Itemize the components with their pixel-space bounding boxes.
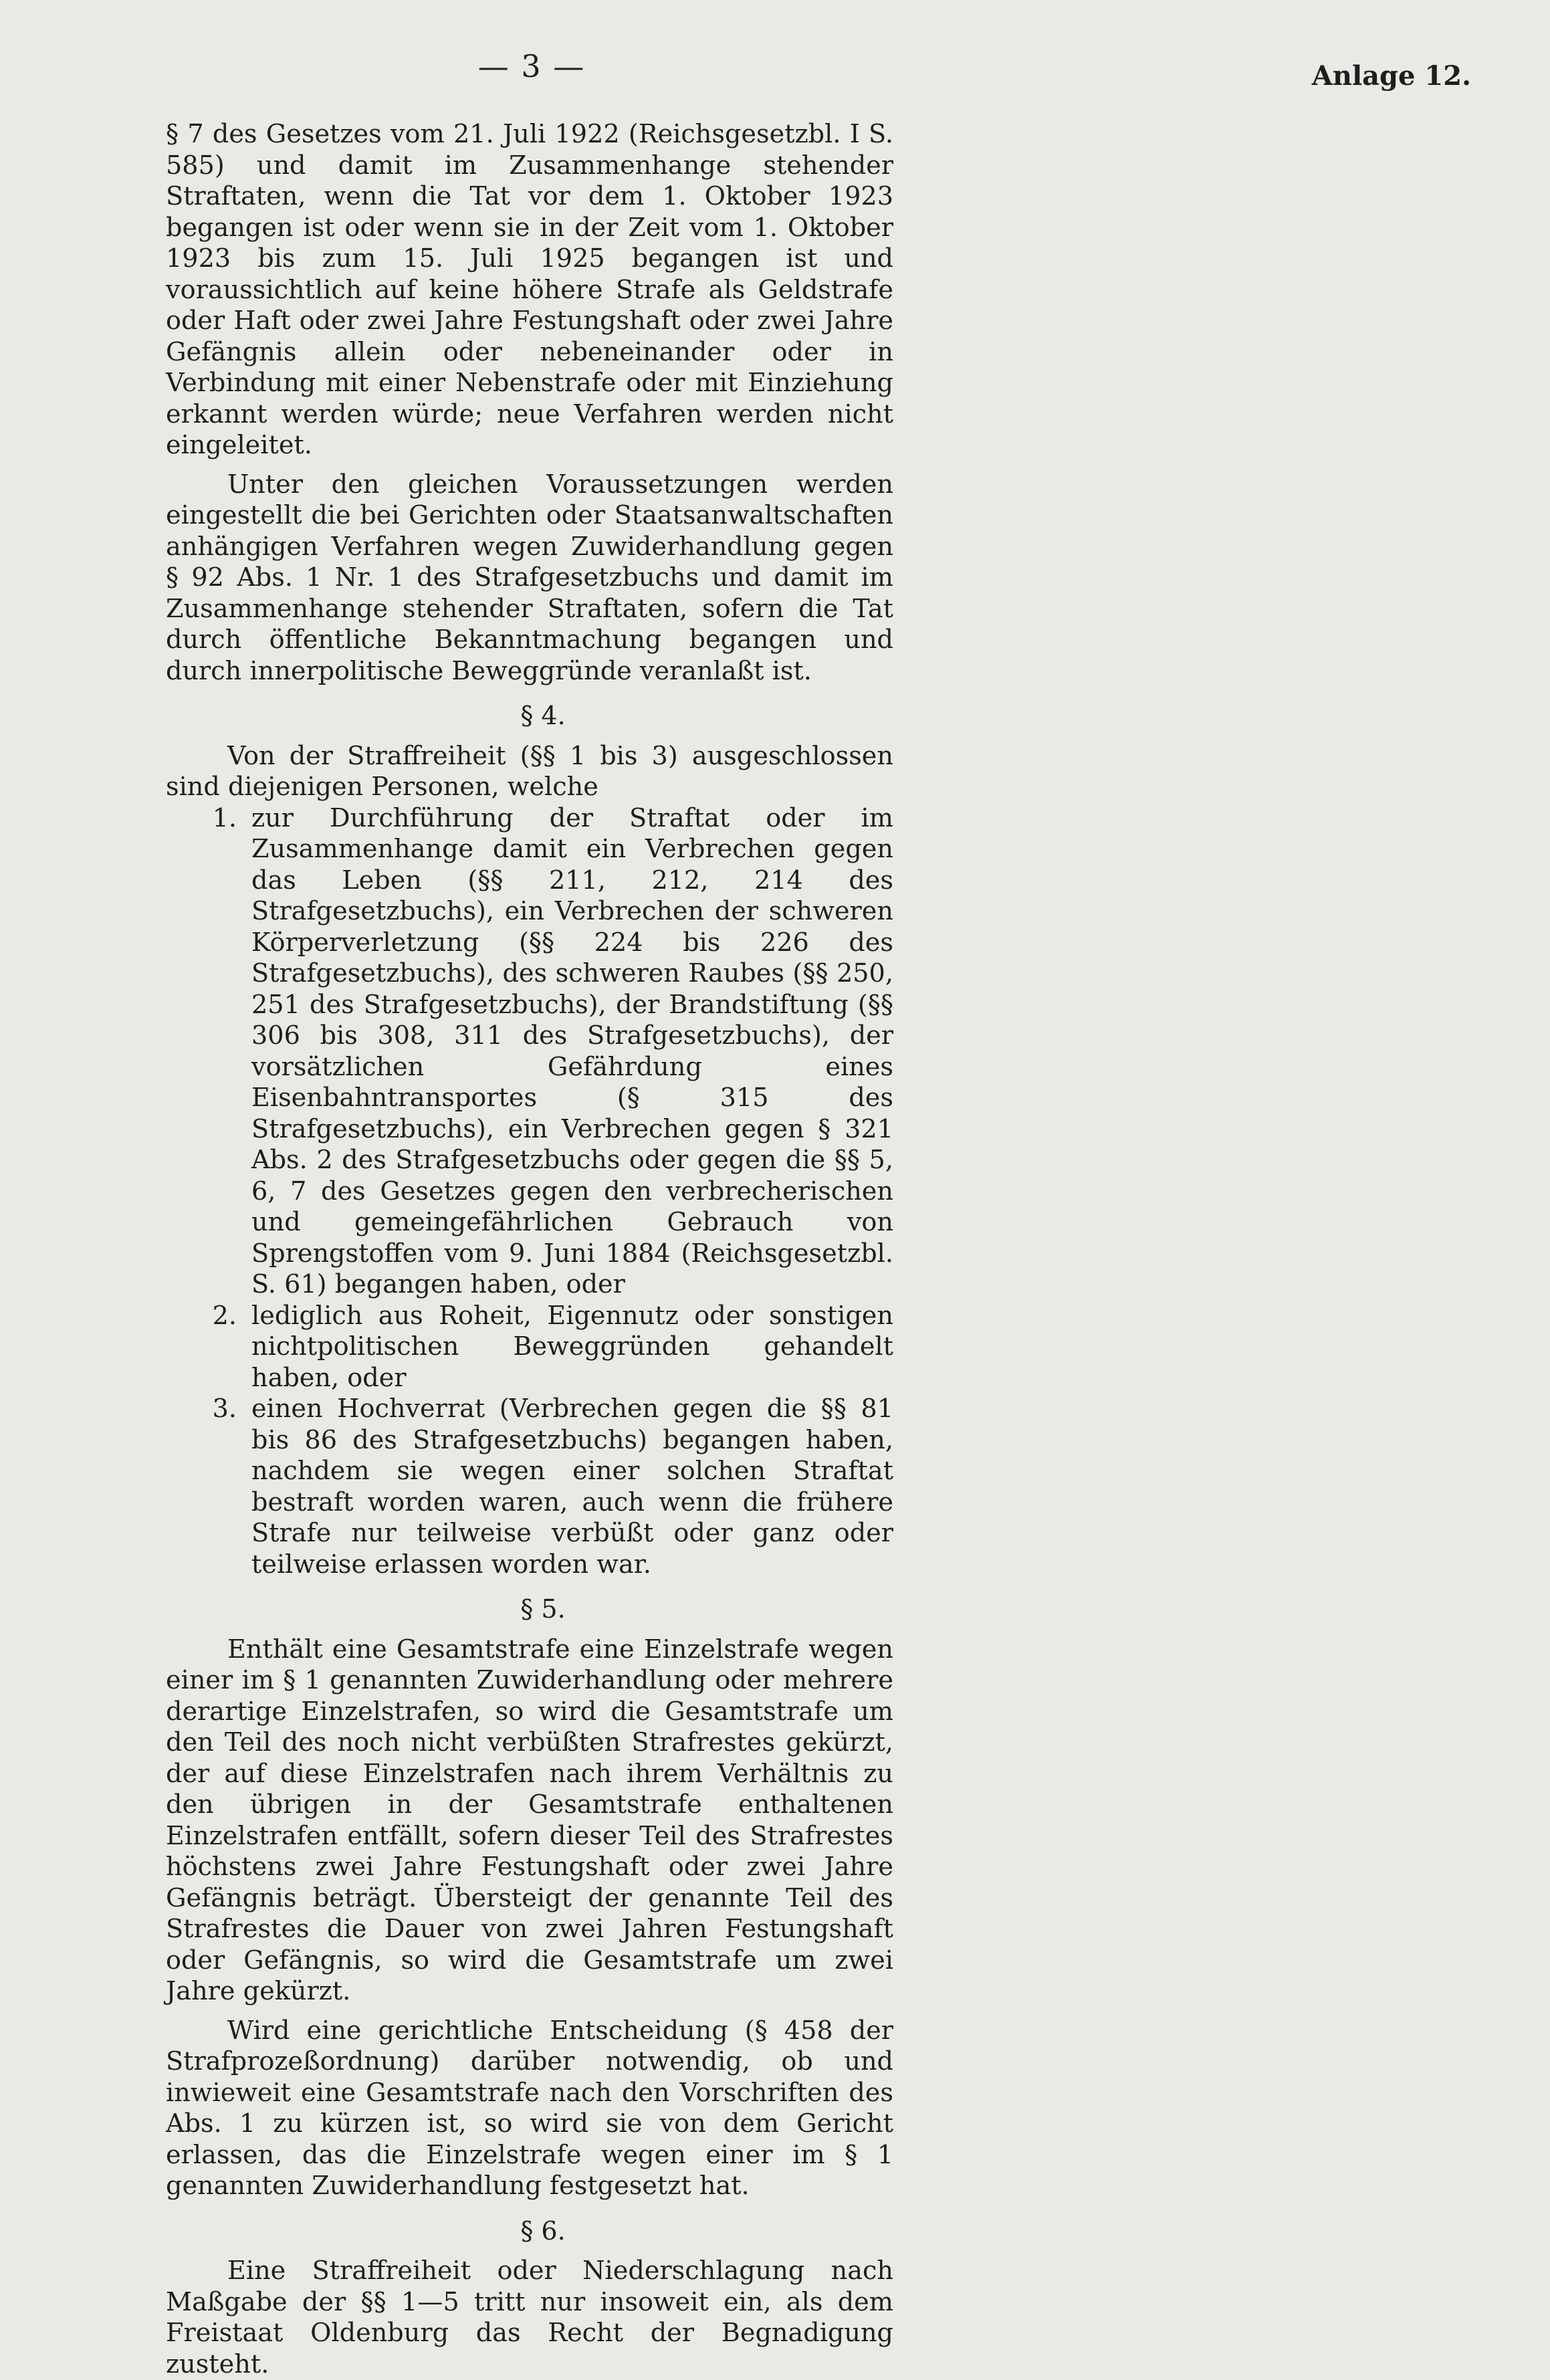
text-column: [166, 119, 893, 2380]
paragraph: Unter den gleichen Voraussetzungen werden eingestellt die bei Gerichten oder Staatsanwaltschaften anhängigen Verfahren wegen Zuwiderhandlung gegen § 92 Abs. 1 Nr. 1 des Strafgesetzbuchs und damit im Zusammenhange stehender Straftaten, sofern die Tat durch öffentliche Bekanntmachung begangen und durch innerpolitische Beweggründe veranlaßt ist.: [166, 469, 893, 686]
section-heading-4: § 4.: [520, 701, 566, 730]
list-item: [166, 1394, 893, 1580]
continuation-paragraph: § 7 des Gesetzes vom 21. Juli 1922 (Reichsgesetzbl. I S. 585) und damit im Zusammenhange stehender Straftaten, wenn die Tat vor dem 1. Oktober 1923 begangen ist oder wenn sie in der Zeit vom 1. Oktober 1923 bis zum 15. Juli 1925 begangen ist und voraussichtlich auf keine höhere Strafe als Geldstrafe oder Haft oder zwei Jahre Festungshaft oder zwei Jahre Gefängnis allein oder nebeneinander oder in Verbindung mit einer Nebenstrafe oder mit Einziehung erkannt werden würde; neue Verfahren werden nicht eingeleitet.: [166, 120, 893, 460]
list-item-number: 3.: [212, 1394, 237, 1424]
list-item-text: zur Durchführung der Straftat oder im Zusammenhange damit ein Verbrechen gegen das Leben (§§ 211, 212, 214 des Strafgesetzbuchs), ein Verbrechen der schweren Körperverletzung (§§ 224 bis 226 des Strafgesetzbuchs), des schweren Raubes (§§ 250, 251 des Strafgesetzbuchs), der Brandstiftung (§§ 306 bis 308, 311 des Strafgesetzbuchs), der vorsätzlichen Gefährdung eines Eisenbahntransportes (§ 315 des Strafgesetzbuchs), ein Verbrechen gegen § 321 Abs. 2 des Strafgesetzbuchs oder gegen die §§ 5, 6, 7 des Gesetzes gegen den verbrecherischen und gemeingefährlichen Gebrauch von Sprengstoffen vom 9. Juni 1884 (Reichsgesetzbl. S. 61) begangen haben, oder: [251, 803, 893, 1299]
annex-label: Anlage 12.: [1311, 60, 1471, 92]
exclusion-list: [166, 803, 893, 1581]
section-4-intro: Von der Straffreiheit (§§ 1 bis 3) ausgeschlossen sind diejenigen Personen, welche: [166, 741, 893, 802]
paragraph: Wird eine gerichtliche Entscheidung (§ 458 der Strafprozeßordnung) darüber notwendig, ob und inwieweit eine Gesamtstrafe nach den Vorschriften des Abs. 1 zu kürzen ist, so wird sie von dem Gericht erlassen, das die Einzelstrafe wegen einer im § 1 genannten Zuwiderhandlung festgesetzt hat.: [166, 2016, 893, 2201]
page-number: — 3 —: [477, 48, 586, 84]
list-item: [166, 803, 893, 1301]
list-item-number: 1.: [212, 803, 237, 833]
list-item-text: einen Hochverrat (Verbrechen gegen die §§ 81 bis 86 des Strafgesetzbuchs) begangen haben, nachdem sie wegen einer solchen Straftat bestraft worden waren, auch wenn die frühere Strafe nur teilweise verbüßt oder ganz oder teilweise erlassen worden war.: [251, 1394, 893, 1580]
list-item-number: 2.: [212, 1301, 237, 1331]
paragraph: Eine Straffreiheit oder Niederschlagung nach Maßgabe der §§ 1—5 tritt nur insoweit ein, als dem Freistaat Oldenburg das Recht der Begnadigung zusteht.: [166, 2256, 893, 2379]
section-heading-5: § 5.: [520, 1594, 566, 1624]
list-item: [166, 1301, 893, 1394]
list-item-text: lediglich aus Roheit, Eigennutz oder sonstigen nichtpolitischen Beweggründen gehandelt haben, oder: [251, 1301, 893, 1393]
section-heading-6: § 6.: [520, 2215, 566, 2246]
paragraph: Enthält eine Gesamtstrafe eine Einzelstrafe wegen einer im § 1 genannten Zuwiderhandlung oder mehrere derartige Einzelstrafen, so wird die Gesamtstrafe um den Teil des noch nicht verbüßten Strafrestes gekürzt, der auf diese Einzelstrafen nach ihrem Verhältnis zu den übrigen in der Gesamtstrafe enthaltenen Einzelstrafen entfällt, sofern dieser Teil des Strafrestes höchstens zwei Jahre Festungshaft oder zwei Jahre Gefängnis beträgt. Übersteigt der genannte Teil des Strafrestes die Dauer von zwei Jahren Festungshaft oder Gefängnis, so wird die Gesamtstrafe um zwei Jahre gekürzt.: [166, 1634, 893, 2006]
